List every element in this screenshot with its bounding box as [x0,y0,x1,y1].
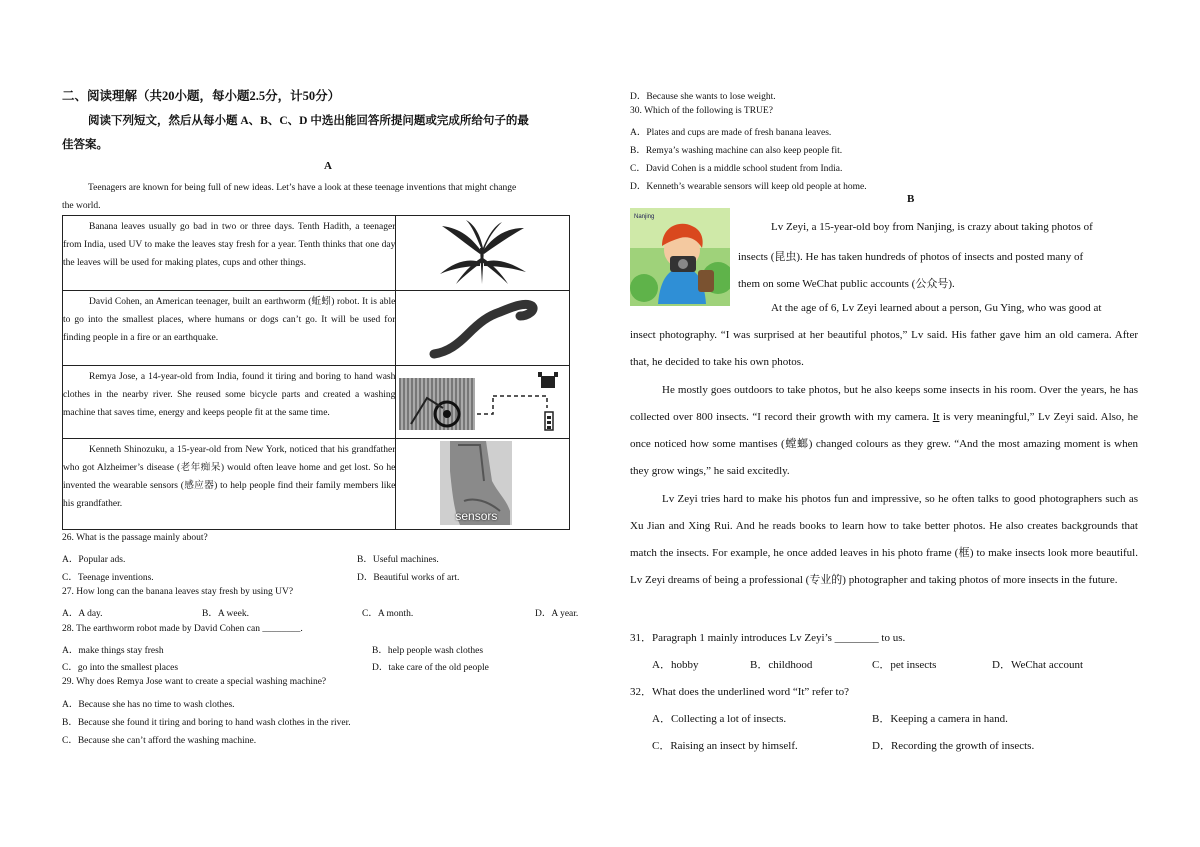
passage-a-letter: A [324,160,332,172]
bicycle-washing-machine-icon [397,368,567,434]
invention-text-banana: Banana leaves usually go bad in two or three days. Tenth Hadith, a teenager from India, used UV to make the leaves stay fresh for a year. Tenth thinks that one day the leaves will be used for making plates, cups and other things. [63,222,396,268]
passage-b-p3 [630,377,1138,485]
passage-b-p4: Lv Zeyi tries hard to make his photos fun and impressive, so he often talks to good photographers such as Xu Jian and Xing Rui. And he reads books to learn how to take better photos. He also creates backgrounds that match the insects. For example, he once added leaves in his photo frame (框) to make insects look more beautiful. Lv Zeyi dreams of being a professional (专业的) photographer and taking photos of more insects in the future. [630,493,1138,586]
q29-option-b[interactable]: B．Because she found it tiring and boring to hand wash clothes in the river. [62,718,351,728]
q30-option-a[interactable]: A．Plates and cups are made of fresh banana leaves. [630,128,832,138]
q26-option-c[interactable]: C．Teenage inventions. [62,573,154,583]
passage-b-letter: B [907,193,915,205]
q28-option-c[interactable]: C．go into the smallest places [62,663,179,673]
q28-stem: 28. The earthworm robot made by David Cohen can ________. [62,624,303,634]
q31-option-a[interactable]: A．hobby [652,659,699,671]
q27-option-d[interactable]: D．A year. [535,609,579,619]
q31-option-b[interactable]: B．childhood [750,659,813,671]
passage-b-p2-line1: At the age of 6, Lv Zeyi learned about a person, Gu Ying, who was good at [771,302,1102,314]
q31-stem: 31．Paragraph 1 mainly introduces Lv Zeyi’s ________ to us. [630,632,906,644]
q30-stem: 30. Which of the following is TRUE? [630,106,773,116]
q29-option-d[interactable]: D．Because she wants to lose weight. [630,92,776,102]
invention-text-washing: Remya Jose, a 14-year-old from India, found it tiring and boring to hand wash clothes in the nearby river. She reused some bicycle parts and created a washing machine that saves time, energy and keeps people fit at the same time. [63,372,396,418]
q27-stem: 27. How long can the banana leaves stay fresh by using UV? [62,587,294,597]
svg-text:Nanjing: Nanjing [634,214,655,220]
q32-option-b[interactable]: B．Keeping a camera in hand. [872,713,1008,725]
table-row [63,439,570,530]
inventions-table [62,215,570,530]
sensor-caption: sensors [455,509,498,523]
section-title: 二、阅读理解（共20小题，每小题2.5分，计50分） [62,89,341,103]
banana-plant-icon [432,218,532,286]
passage-b-p2-rest: insect photography. “I was surprised at her beautiful photos,” Lv said. His father gave him an old camera. After that, he decided to take his own photos. [630,329,1138,368]
underlined-it: It [932,411,940,423]
instructions-line1: 阅读下列短文，然后从每小题 A、B、C、D 中选出能回答所提问题或完成所给句子的最 [88,115,529,127]
q29-option-a[interactable]: A．Because she has no time to wash clothes. [62,700,235,710]
q27-option-a[interactable]: A．A day. [62,609,103,619]
earthworm-robot-icon [428,294,538,360]
q28-option-b[interactable]: B．help people wash clothes [372,646,484,656]
sensor-sock-icon [440,441,512,525]
q30-option-c[interactable]: C．David Cohen is a middle school student from India. [630,164,843,174]
passage-a-intro-line1: Teenagers are known for being full of new ideas. Let’s have a look at these teenage inventions that might change [88,183,517,193]
q27-option-b[interactable]: B．A week. [202,609,249,619]
q28-option-a[interactable]: A．make things stay fresh [62,646,164,656]
q26-stem: 26. What is the passage mainly about? [62,533,208,543]
q26-option-a[interactable]: A．Popular ads. [62,555,126,565]
passage-b-p1-line3: them on some WeChat public accounts (公众号). [738,278,955,290]
q32-option-d[interactable]: D．Recording the growth of insects. [872,740,1035,752]
q29-stem: 29. Why does Remya Jose want to create a special washing machine? [62,677,327,687]
q31-option-d[interactable]: D．WeChat account [992,659,1084,671]
invention-text-earthworm: David Cohen, an American teenager, built an earthworm (蚯蚓) robot. It is able to go into the smallest places, where humans or dogs can’t go. It will be used for finding people in a fire or an earthquake. [63,297,396,343]
q32-option-c[interactable]: C．Raising an insect by himself. [652,740,798,752]
q26-option-b[interactable]: B．Useful machines. [357,555,439,565]
instructions-line2: 佳答案。 [62,139,108,151]
invention-text-sensors: Kenneth Shinozuku, a 15-year-old from New York, noticed that his grandfather who got Alzheimer’s disease (老年痴呆) would often leave home and get lost. So he invented the wearable sensors (感应器) to help people find their family members like his grandfather. [63,445,396,509]
passage-b-p3-post: is very meaningful,” Lv Zeyi said. Also, he once noticed how some mantises (螳螂) changed colours as they grew. “And the most amazing moment is when they grow wings,” he said excitedly. [630,411,1139,477]
q26-option-d[interactable]: D．Beautiful works of art. [357,573,460,583]
table-row [63,366,570,439]
q30-option-d[interactable]: D．Kenneth’s wearable sensors will keep old people at home. [630,182,867,192]
q27-option-c[interactable]: C．A month. [362,609,414,619]
table-row [63,291,570,366]
q28-option-d[interactable]: D．take care of the old people [372,663,489,673]
q30-option-b[interactable]: B．Remya’s washing machine can also keep people fit. [630,146,843,156]
q29-option-c[interactable]: C．Because she can’t afford the washing machine. [62,736,257,746]
passage-b-p1-line1: Lv Zeyi, a 15-year-old boy from Nanjing, is crazy about taking photos of [771,221,1093,233]
q31-option-c[interactable]: C．pet insects [872,659,937,671]
table-row [63,216,570,291]
boy-photographer-image [630,208,730,306]
passage-b-p3-pre: He mostly goes outdoors to take photos, but he also keeps some insects in his room. Over the years, he has collected over 800 insects. “I record their growth with my camera. [630,384,1138,423]
q32-option-a[interactable]: A．Collecting a lot of insects. [652,713,787,725]
passage-a-intro-line2: the world. [62,201,101,211]
q32-stem: 32．What does the underlined word “It” refer to? [630,686,849,698]
passage-b-p1-line2: insects (昆虫). He has taken hundreds of photos of insects and posted many of [738,251,1084,263]
